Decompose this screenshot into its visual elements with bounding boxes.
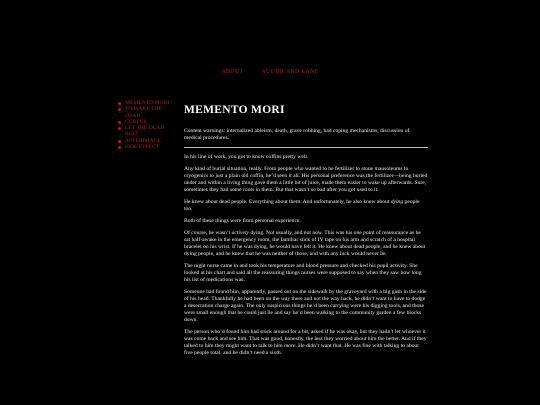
paragraph: The night nurse came in and took his temperature and blood pressure and checked his pupil activity. She looked at his chart and said all the reassuring things nurses were supposed to say when they saw how long his list of medications was. bbox=[184, 262, 422, 283]
story-content bbox=[184, 104, 428, 362]
sidebar-link[interactable]: AFTERIMAGE bbox=[125, 137, 162, 144]
paragraph: Any kind of burial situation, really. From people who wanted to be fertilizer to stone mausoleums to cryogenics to just a plain old coffin, he’d seen it all. His personal preference was the fertilizer—being buried under and within a living thing gave them a little bit of juice, made them easier to wake up afterwards. Sure, sometimes they had some roots in them. But that wasn’t so bad after you got used to it. bbox=[184, 165, 428, 193]
emphasis: dying bbox=[390, 198, 404, 205]
sidebar-item-side-effect bbox=[118, 144, 172, 150]
paragraph: Someone had found him, apparently, passed out on the sidewalk by the graveyard with a big gash in the side of his head. Thankfully he had been on the way there and not the way back, he didn’t want to have to dodge a desecration charge again. The only suspicious things he’d been carrying were his digging tools, and those were small enough that he could just lie and say he’d been walking to the community garden a few blocks down. bbox=[184, 288, 427, 323]
nav-link-augur-and-lane[interactable]: AUGUR AND LANE bbox=[261, 69, 319, 75]
nav-link-about[interactable]: ABOUT bbox=[221, 69, 244, 75]
sidebar-link[interactable]: SIDE EFFECT bbox=[125, 144, 160, 151]
top-nav bbox=[0, 69, 540, 75]
sidebar-item-let-the-dead-rest bbox=[118, 125, 172, 138]
page-title: MEMENTO MORI bbox=[184, 104, 285, 116]
sidebar-link[interactable]: CORPUS bbox=[125, 118, 147, 125]
sidebar-link[interactable]: LET THE DEAD REST bbox=[125, 125, 165, 138]
divider bbox=[184, 147, 428, 148]
text: . He didn’t want that. He was fine with talking to about five people total, and he didn’t need a sixth. bbox=[184, 342, 419, 356]
emphasis: actively bbox=[231, 230, 249, 237]
sidebar-list bbox=[118, 100, 172, 150]
paragraph: In his line of work, you got to know coffins pretty well. bbox=[184, 153, 309, 160]
sidebar-link[interactable]: TO WAKE THE DEAD bbox=[125, 106, 162, 119]
sidebar-item-to-wake-the-dead bbox=[118, 106, 172, 119]
text: He knew about dead people. Everything about them. And unfortunately, he also knew about bbox=[184, 198, 391, 205]
emphasis: more bbox=[284, 342, 296, 349]
text: dying. Not usually, and not now. This was his one point of reassurance as he sat half-awake in the emergency room, the familiar stick of IV tape on his arm and scratch of a hospital bracelet on his wrist. If he was dying, he would have felt it. He knew about dead people, and he knew about dying people, and he knew that he was neither of those, and with any luck would never be. bbox=[184, 230, 426, 257]
sidebar-link[interactable]: MEMENTO MORI bbox=[125, 100, 170, 106]
sidebar bbox=[118, 100, 172, 150]
paragraph bbox=[184, 329, 428, 357]
content-warning: Content warnings: internalized ableism, death, grave robbing, bad coping mechanisms, discussion of medical procedures. bbox=[184, 128, 410, 141]
paragraph bbox=[184, 199, 428, 213]
text: Of course, he wasn’t bbox=[184, 230, 232, 237]
paragraph: Both of these things were from personal experience. bbox=[184, 217, 301, 224]
paragraph bbox=[184, 230, 428, 258]
text: The person who’d found him had stuck around for a bit, asked if he was okay, but they hadn’t let whoever it was come back and see him. That was good, honestly, the less they worried about him the better. And if they talked to him they might want to talk to him bbox=[184, 328, 427, 349]
text: people too. bbox=[184, 198, 420, 212]
